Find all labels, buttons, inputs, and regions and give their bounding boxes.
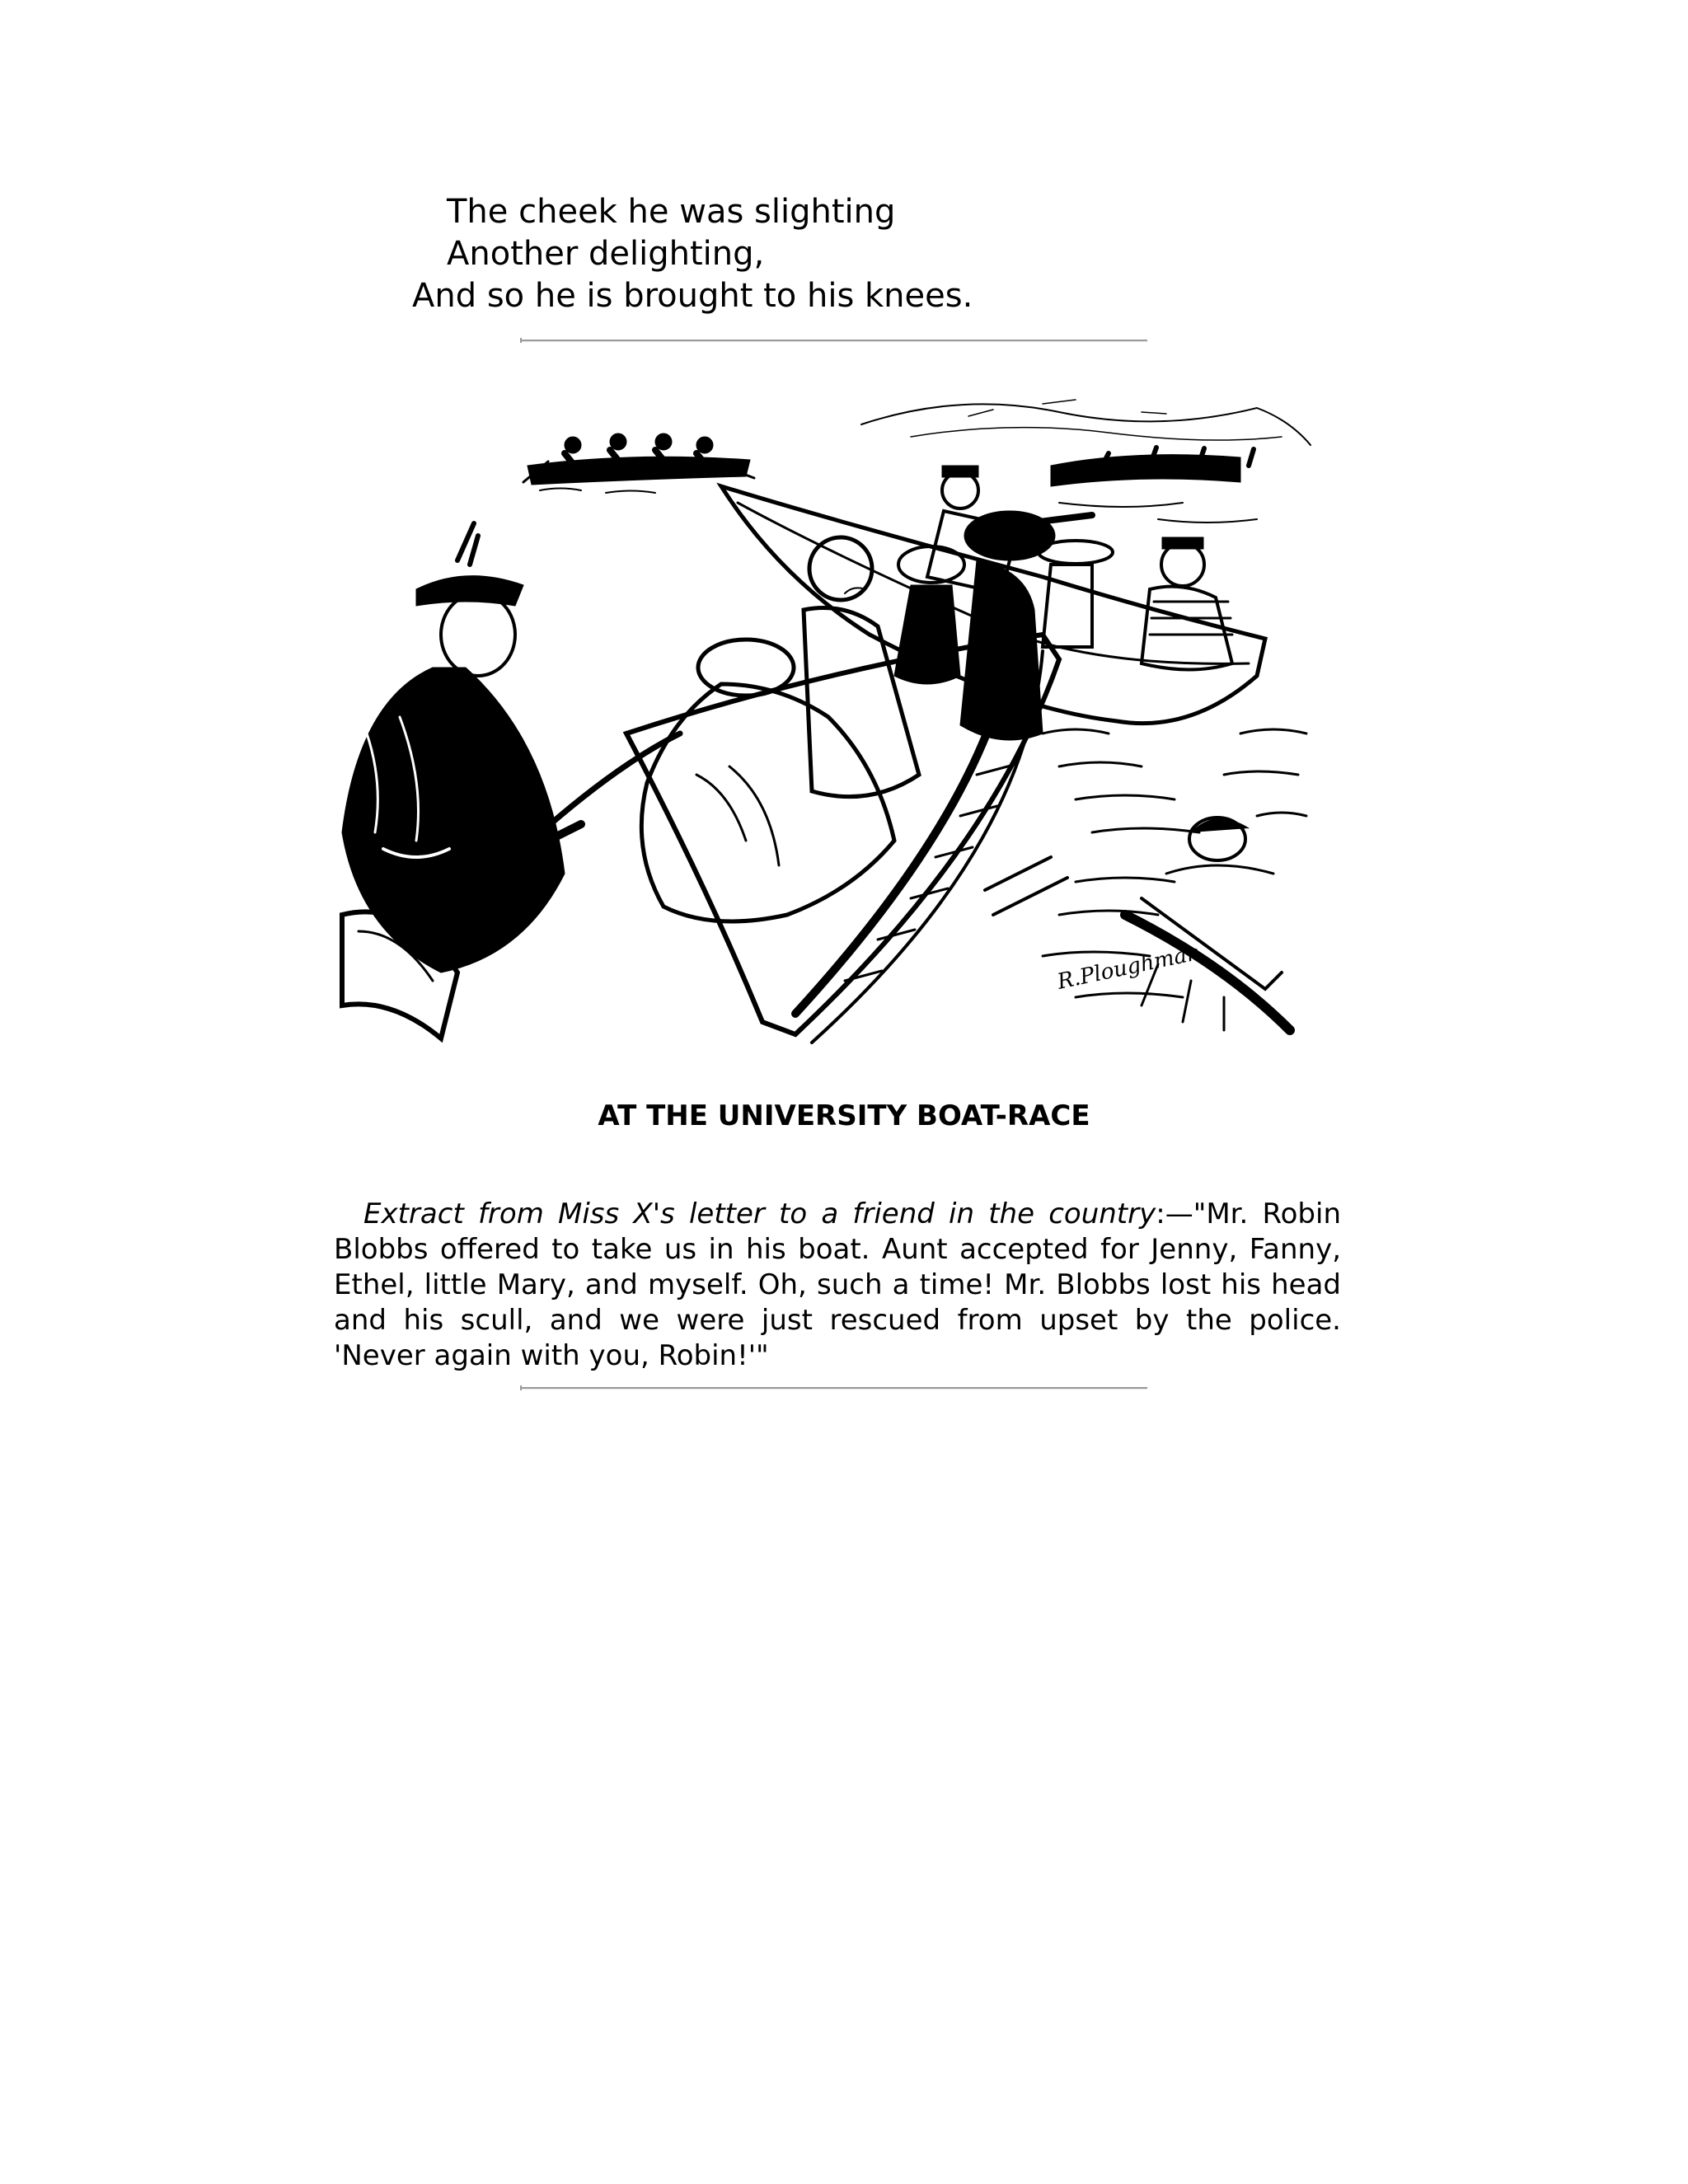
extract-intro: Extract from Miss X's letter to a friend in the country: [363, 1197, 1156, 1230]
poem-line: Another delighting,: [447, 235, 765, 273]
section-divider: [521, 1387, 1147, 1390]
artist-signature: R.Ploughman: [1055, 940, 1203, 995]
boat-race-drawing: [334, 387, 1315, 1047]
poem-stanza: [412, 191, 973, 317]
boat-race-illustration: [334, 387, 1315, 1047]
section-divider: [521, 340, 1147, 342]
poem-line: And so he is brought to his knees.: [412, 277, 973, 315]
illustration-caption: AT THE UNIVERSITY BOAT-RACE: [598, 1099, 1090, 1132]
poem-line: The cheek he was slighting: [447, 193, 896, 231]
extract-paragraph: [334, 1197, 1341, 1374]
extract-body: :—"Mr. Robin Blobbs offered to take us in his boat. Aunt accepted for Jenny, Fanny, Ethel, little Mary, and myself. Oh, such a time! Mr. Blobbs lost his head and his scull, and we were just rescued from upset by the police. 'Never again with you, Robin!'": [334, 1197, 1341, 1372]
